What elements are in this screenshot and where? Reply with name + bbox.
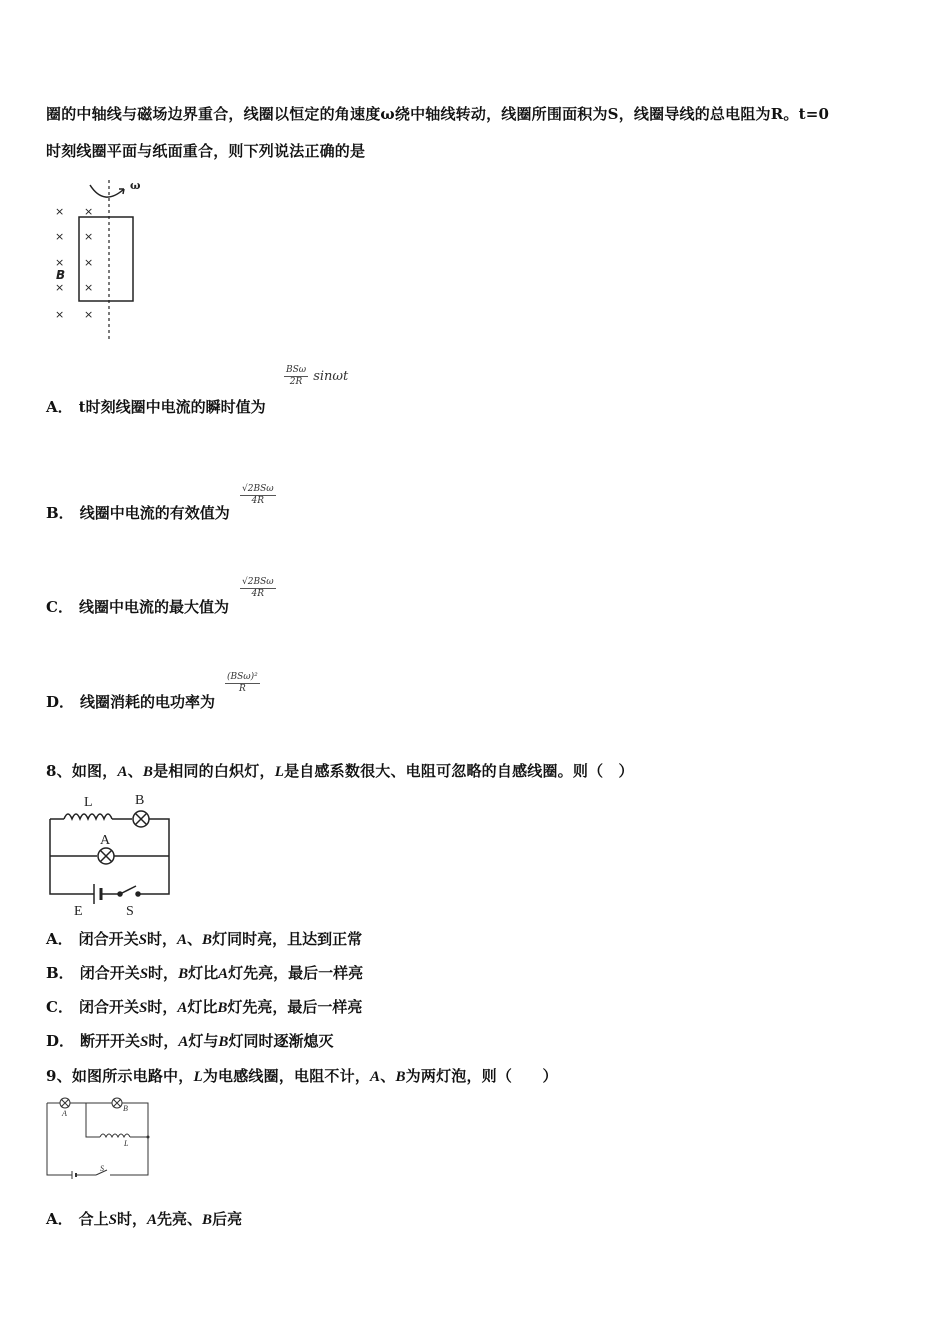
field-cross: × [84,205,94,218]
q7-option-b [46,502,230,523]
field-cross: × [55,308,65,321]
circuit-label-b: B [123,1104,128,1113]
q7-option-d [46,691,215,712]
circuit-label-b: B [135,793,145,808]
circuit-label-l: L [124,1139,129,1148]
formula-numerator: BSω [286,365,307,375]
field-cross: × [84,308,94,321]
field-cross: × [84,256,94,269]
question9-stem: 9、如图所示电路中，L为电感线圈，电阻不计，A、B为两灯泡，则（ ） [46,1067,558,1085]
formula-option-c [240,577,276,600]
rotation-arrow [90,185,124,197]
question7-stem-line1: 圈的中轴线与磁场边界重合，线圈以恒定的角速度ω绕中轴线转动，线圈所围面积为S，线圈导线的总电阻为R。t=0 [46,105,830,123]
field-cross: × [55,281,65,294]
option-text: 线圈中电流的有效值为 [79,504,230,522]
formula-tail: sinωt [313,369,349,384]
field-cross: × [84,281,94,294]
omega-label: ω [130,179,141,192]
formula-numerator: √2BSω [242,484,274,494]
figure-circuit-q8 [44,788,179,918]
field-label-b: B [56,268,66,282]
formula-denominator: 4R [251,496,265,506]
formula-option-b [240,484,276,507]
field-cross: × [55,230,65,243]
option-text: t时刻线圈中电流的瞬时值为 [78,398,266,416]
option-label: D． [46,693,75,711]
option-text: 线圈消耗的电功率为 [80,693,216,711]
formula-numerator: (BSω)² [227,672,258,682]
junction-dot [147,1136,150,1139]
formula-denominator: 2R [289,377,303,387]
formula-numerator: √2BSω [242,577,274,587]
option-label: B． [46,504,74,522]
circuit-label-a: A [62,1109,67,1118]
circuit-label-e: E [74,904,83,918]
option-label: A． [46,398,73,416]
q8-option-d: D． 断开开关S时，A灯与B灯同时逐渐熄灭 [46,1032,334,1050]
formula-option-d [225,672,260,695]
q8-option-a: A． 闭合开关S时，A、B灯同时亮，且达到正常 [46,930,363,948]
q8-option-c: C． 闭合开关S时，A灯比B灯先亮，最后一样亮 [46,998,363,1016]
q8-option-b: B． 闭合开关S时，B灯比A灯先亮，最后一样亮 [46,964,364,982]
formula-denominator: 4R [251,589,265,599]
figure-circuit-q9 [44,1095,154,1180]
figure-rotating-coil [44,175,154,345]
field-cross: × [55,256,65,269]
field-cross: × [55,205,65,218]
circuit-label-s: S [100,1164,104,1173]
q9-option-a: A． 合上S时，A先亮、B后亮 [46,1210,243,1228]
circuit-label-s: S [126,904,134,918]
question8-stem: 8、如图，A、B是相同的白炽灯，L是自感系数很大、电阻可忽略的自感线圈。则（ ） [46,762,634,780]
q7-option-c [46,596,229,617]
question7-stem-line2: 时刻线圈平面与纸面重合，则下列说法正确的是 [46,142,366,160]
field-cross: × [84,230,94,243]
circuit-label-a: A [100,833,111,848]
formula-option-a [284,365,348,388]
option-text: 线圈中电流的最大值为 [78,598,229,616]
formula-denominator: R [238,684,246,694]
option-label: C． [46,598,73,616]
circuit-label-l: L [84,795,93,810]
q7-option-a [46,396,266,417]
